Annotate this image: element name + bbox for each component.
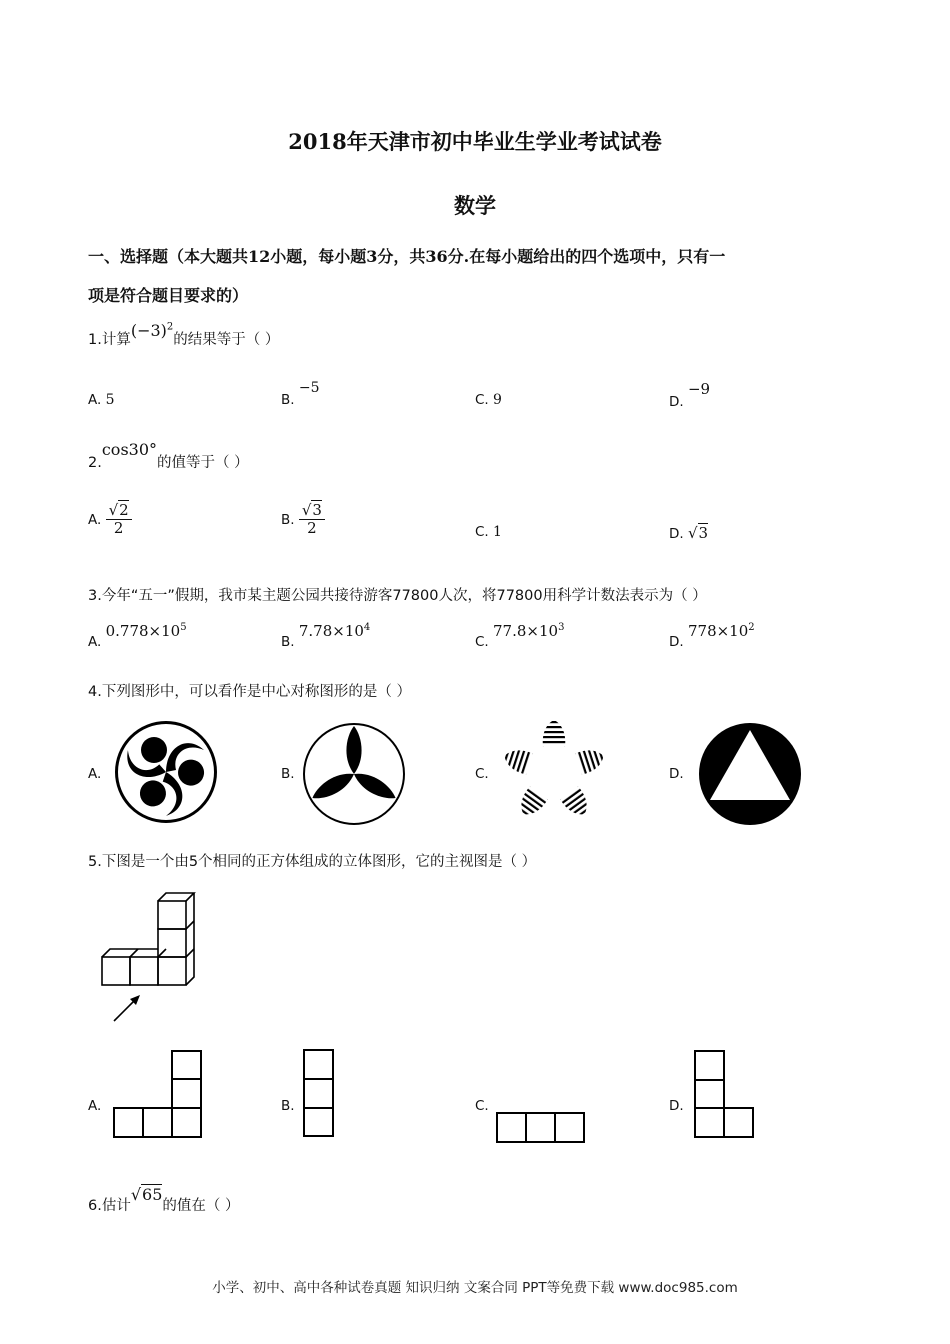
q5-option-b-label[interactable]: B. <box>281 1098 295 1114</box>
q6-suffix: 的值在（ ） <box>162 1198 240 1214</box>
q4-option-a-label[interactable]: A. <box>88 766 102 782</box>
q1-option-b[interactable]: B. −5 <box>281 380 320 408</box>
q4-option-b-label[interactable]: B. <box>281 766 295 782</box>
q5-figure-d[interactable] <box>693 1050 757 1140</box>
q4-figure-b-petals[interactable] <box>302 722 406 826</box>
q5-figure-a[interactable] <box>112 1050 204 1140</box>
q1-option-a[interactable]: A. 5 <box>88 392 115 408</box>
q5-figure-b[interactable] <box>302 1048 336 1138</box>
q3-option-b[interactable]: B. $7.78\times 10^4$ <box>281 622 371 650</box>
section-heading-line1: 一、选择题（本大题共12小题，每小题3分，共36分.在每小题给出的四个选项中，只有一 <box>88 247 726 266</box>
q6-prefix: 6.估计 <box>88 1198 131 1214</box>
q1-expr: (−3) <box>130 321 167 340</box>
question-4: 4.下列图形中，可以看作是中心对称图形的是（ ） <box>88 684 411 700</box>
q2-option-b[interactable]: B. $\frac{√3}{2}$ <box>281 502 325 538</box>
q1-exp: 2 <box>166 321 174 333</box>
q2-option-a[interactable]: A. $\frac{√2}{2}$ <box>88 502 132 538</box>
q1-option-c[interactable]: C. 9 <box>475 392 502 408</box>
q5-figure-c[interactable] <box>495 1111 587 1145</box>
q4-figure-d-triangle[interactable] <box>698 722 802 826</box>
question-6: 6.估计√65的值在（ ） <box>88 1185 240 1214</box>
question-3: 3.今年“五一”假期，我市某主题公园共接待游客77800人次，将77800用科学计数法表示为（ ） <box>88 588 707 604</box>
question-5: 5.下图是一个由5个相同的正方体组成的立体图形，它的主视图是（ ） <box>88 854 537 870</box>
q1-option-d[interactable]: D. −9 <box>669 380 711 410</box>
q5-cube-figure <box>96 885 208 1027</box>
q4-option-c-label[interactable]: C. <box>475 766 489 782</box>
section-heading-line2: 项是符合题目要求的） <box>88 286 249 305</box>
q4-figure-c-flower[interactable] <box>498 716 610 828</box>
q2-expr: cos30° <box>101 440 158 459</box>
q2-option-d[interactable]: D. √3 <box>669 524 709 542</box>
q4-figure-a-tomoe[interactable] <box>114 720 218 824</box>
q5-option-a-label[interactable]: A. <box>88 1098 102 1114</box>
q4-option-d-label[interactable]: D. <box>669 766 684 782</box>
question-1 <box>88 321 280 349</box>
q1-suffix: 的结果等于（ ） <box>173 332 280 348</box>
q3-option-c[interactable]: C. $77.8\times 10^3$ <box>475 622 565 650</box>
q2-option-c[interactable]: C. 1 <box>475 524 502 540</box>
q6-radicand: 65 <box>142 1185 163 1204</box>
q5-option-c-label[interactable]: C. <box>475 1098 489 1114</box>
q2-suffix: 的值等于（ ） <box>157 455 249 471</box>
q1-prefix: 1.计算 <box>88 332 131 348</box>
page-title: 2018年天津市初中毕业生学业考试试卷 <box>288 129 662 154</box>
subject-title: 数学 <box>454 193 496 218</box>
q3-option-d[interactable]: D. $778\times 10^2$ <box>669 622 755 650</box>
question-2 <box>88 440 249 472</box>
q2-prefix: 2. <box>88 455 102 471</box>
q5-option-d-label[interactable]: D. <box>669 1098 684 1114</box>
q3-option-a[interactable]: A. $0.778\times 10^5$ <box>88 622 187 650</box>
page-footer: 小学、初中、高中各种试卷真题 知识归纳 文案合同 PPT等免费下载 www.doc985.com <box>212 1280 738 1296</box>
